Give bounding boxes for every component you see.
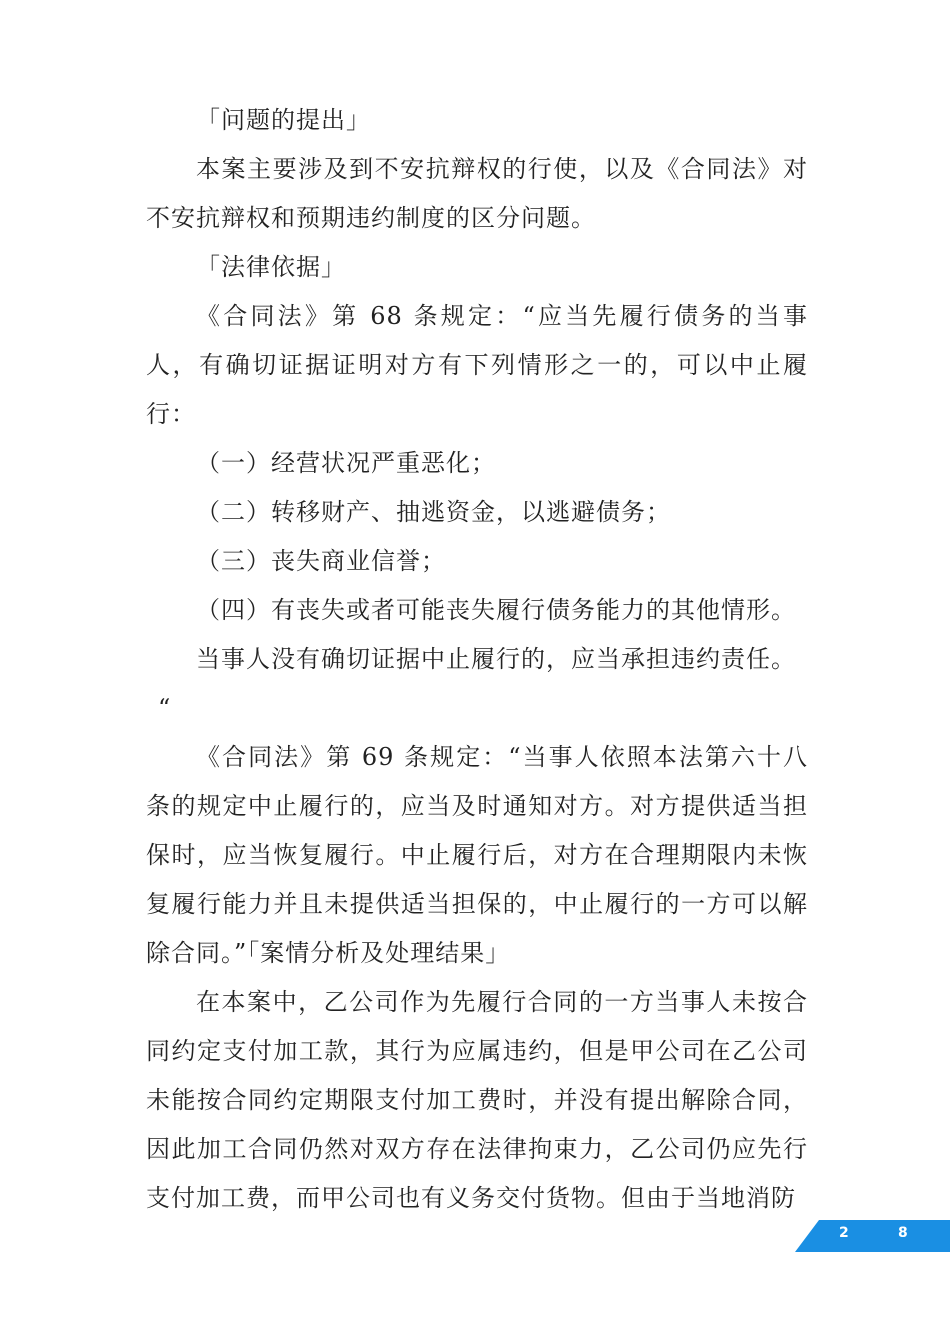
paragraph-article-68: 《合同法》第 68 条规定：“应当先履行债务的当事人，有确切证据证明对方有下列情形之一的，可以中止履行： <box>146 302 808 428</box>
document-body <box>146 96 808 1223</box>
paragraph-item-4: （四）有丧失或者可能丧失履行债务能力的其他情形。 <box>196 596 796 624</box>
page-number-badge <box>795 1220 950 1252</box>
paragraph-item-2: （二）转移财产、抽逃资金，以逃避债务； <box>196 498 671 526</box>
paragraph-case-analysis: 在本案中，乙公司作为先履行合同的一方当事人未按合同约定支付加工款，其行为应属违约，但是甲公司在乙公司未能按合同约定期限支付加工费时，并没有提出解除合同，因此加工合同仍然对双方存在法律拘束力，乙公司仍应先行支付加工费，而甲公司也有义务交付货物。但由于当地消防 <box>146 988 808 1212</box>
page-number-digit-1: 2 <box>839 1225 849 1241</box>
paragraph-issue-text: 本案主要涉及到不安抗辩权的行使，以及《合同法》对不安抗辩权和预期违约制度的区分问题。 <box>146 155 808 232</box>
page-number-digit-2: 8 <box>898 1225 908 1241</box>
paragraph-stray-quote: “ <box>158 694 172 722</box>
paragraph-legal-basis-heading: 「法律依据」 <box>196 253 346 281</box>
paragraph-article-69: 《合同法》第 69 条规定：“当事人依照本法第六十八条的规定中止履行的，应当及时通知对方。对方提供适当担保时，应当恢复履行。中止履行后，对方在合理期限内未恢复履行能力并且未提供适当担保的，中止履行的一方可以解除合同。”「案情分析及处理结果」 <box>146 743 808 967</box>
paragraph-item-1: （一）经营状况严重恶化； <box>196 449 496 477</box>
paragraph-issue-heading: 「问题的提出」 <box>196 106 371 134</box>
paragraph-item-3: （三）丧失商业信誉； <box>196 547 446 575</box>
page-badge-shape <box>795 1220 950 1252</box>
paragraph-liability: 当事人没有确切证据中止履行的，应当承担违约责任。 <box>196 645 796 673</box>
